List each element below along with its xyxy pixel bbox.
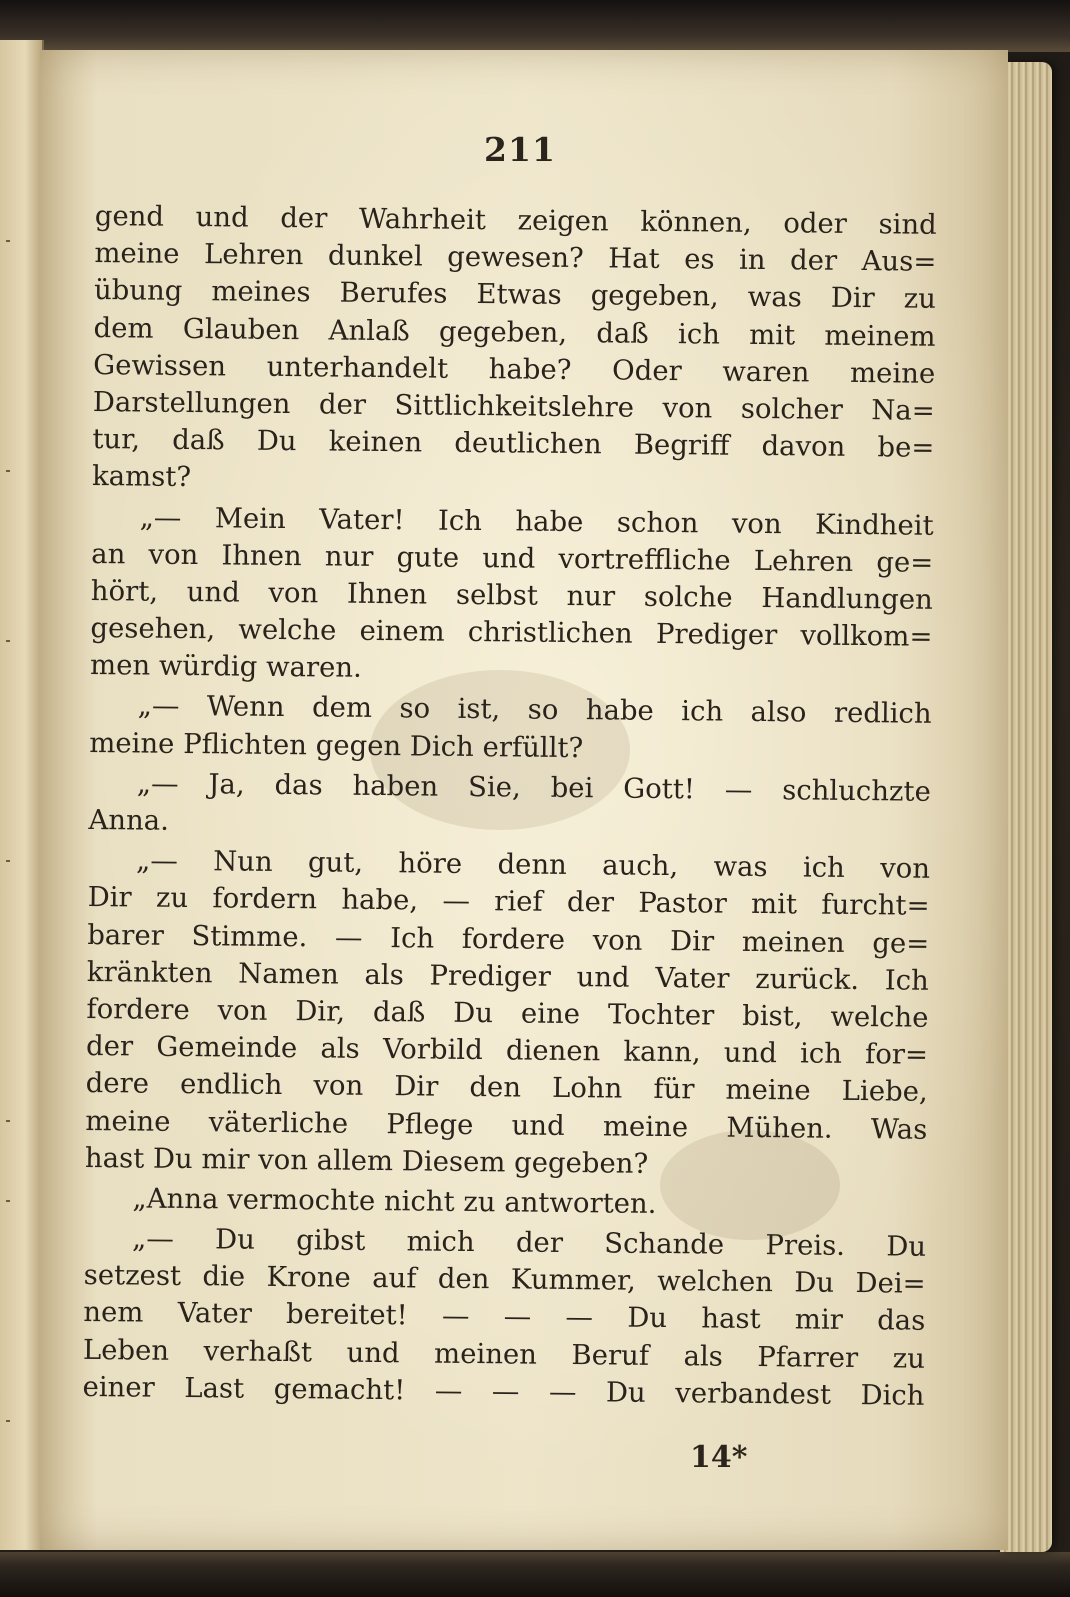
text-line: fordere von Dir, daß Du eine Tochter bist, welche [86, 992, 929, 1034]
text-line: dem Glauben Anlaß gegeben, daß ich mit meinem [93, 311, 936, 353]
text-line: meine Pflichten gegen Dich erfüllt? [89, 726, 584, 764]
previous-page-edge [0, 40, 44, 1550]
text-line: „— Du gibst mich der Schande Preis. Du [131, 1222, 927, 1263]
signature-mark: 14* [690, 1440, 748, 1475]
text-line: men würdig waren. [89, 649, 363, 685]
text-line: „Anna vermochte nicht zu antworten. [132, 1182, 657, 1220]
margin-mark [6, 240, 10, 242]
text-line: dere endlich von Dir den Lohn für meine Liebe, [85, 1067, 928, 1109]
book-page [40, 50, 1008, 1550]
text-line: tur, daß Du keinen deutlichen Begriff davon be= [92, 423, 935, 464]
book-cover-bottom [0, 1552, 1070, 1597]
margin-mark [6, 860, 10, 862]
text-line: Leben verhaßt und meinen Beruf als Pfarrer zu [82, 1333, 926, 1375]
text-line: der Gemeinde als Vorbild dienen kann, und ich for= [85, 1030, 929, 1071]
text-line: meine Lehren dunkel gewesen? Hat es in der Aus= [94, 237, 937, 279]
text-line: setzest die Krone auf den Kummer, welchen Du Dei= [83, 1259, 926, 1301]
text-line: nem Vater bereitet! — — — Du hast mir das [83, 1296, 926, 1338]
page-number: 211 [484, 130, 556, 169]
book-cover-top [0, 0, 1070, 52]
text-line: gesehen, welche einem christlichen Prediger vollkom= [90, 612, 933, 653]
text-line: kränkten Namen als Prediger und Vater zurück. Ich [86, 955, 930, 997]
margin-mark [6, 1200, 10, 1202]
body-text [82, 198, 937, 1415]
margin-mark [6, 640, 10, 642]
text-line: „— Ja, das haben Sie, bei Gott! — schluchzte [136, 767, 931, 808]
text-line: hört, und von Ihnen selbst nur solche Handlungen [90, 574, 934, 616]
text-line: „— Nun gut, höre denn auch, was ich von [135, 844, 931, 885]
text-line: kamst? [91, 460, 192, 494]
text-line: hast Du mir von allem Diesem gegeben? [84, 1141, 649, 1180]
text-line: „— Wenn dem so ist, so habe ich also redlich [137, 689, 932, 731]
text-line: Gewissen unterhandelt habe? Oder waren meine [93, 348, 936, 390]
text-line: meine väterliche Pflege und meine Mühen. Was [85, 1104, 928, 1146]
text-line: barer Stimme. — Ich fordere von Dir meinen ge= [87, 918, 930, 960]
text-line: Dir zu fordern habe, — rief der Pastor mit furcht= [87, 881, 930, 923]
text-line: an von Ihnen nur gute und vortreffliche Lehren ge= [91, 537, 934, 579]
text-line: Anna. [88, 803, 170, 837]
text-line: Darstellungen der Sittlichkeitslehre von solcher Na= [92, 385, 935, 427]
margin-mark [6, 1120, 10, 1122]
text-line: übung meines Berufes Etwas gegeben, was Dir zu [93, 274, 937, 316]
margin-mark [6, 470, 10, 472]
text-line: „— Mein Vater! Ich habe schon von Kindheit [139, 500, 934, 542]
margin-mark [6, 1420, 10, 1422]
text-line: gend und der Wahrheit zeigen können, oder sind [94, 199, 937, 241]
text-line: einer Last gemacht! — — — Du verbandest Dich [82, 1370, 925, 1412]
